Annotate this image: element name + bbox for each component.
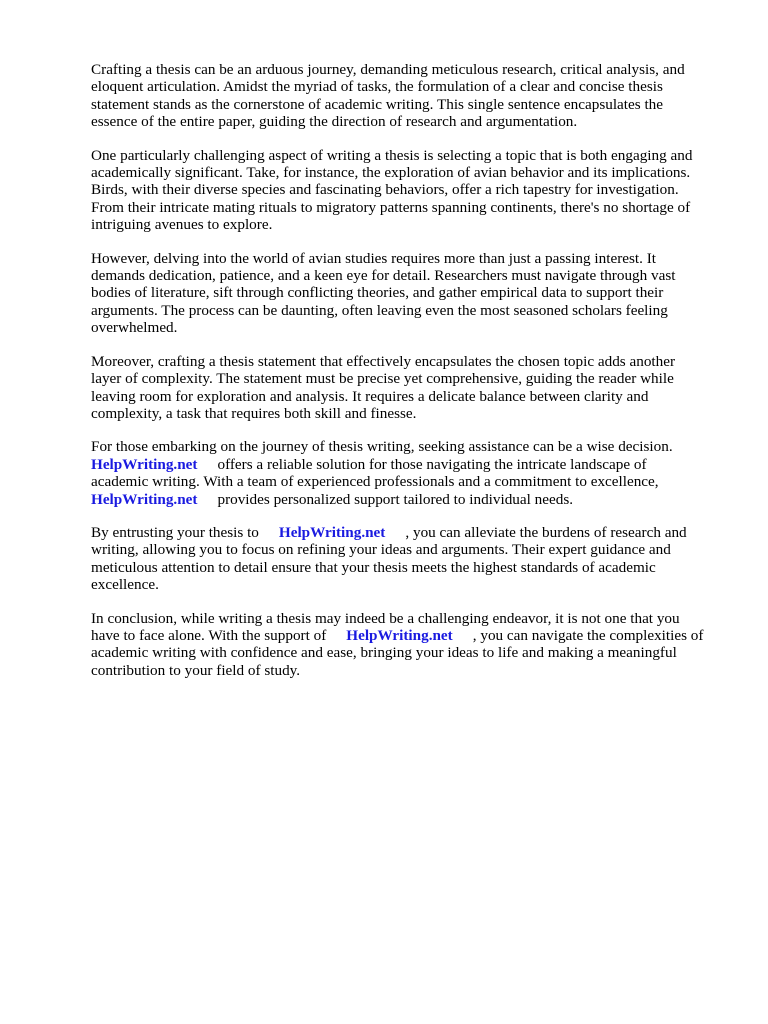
- paragraph-topic: [91, 147, 731, 234]
- paragraph-assistance: [91, 438, 731, 508]
- paragraph-thesis-statement: [91, 353, 731, 423]
- text-line: layer of complexity. The statement must be precise yet comprehensive, guiding the reader while: [91, 370, 674, 388]
- text-line: writing, allowing you to focus on refining your ideas and arguments. Their expert guidance and: [91, 541, 671, 559]
- text-line: intriguing avenues to explore.: [91, 216, 273, 234]
- helpwriting-link[interactable]: HelpWriting.net: [91, 455, 198, 473]
- text-line: academically significant. Take, for instance, the exploration of avian behavior and its implications.: [91, 164, 691, 182]
- paragraph-intro: [91, 61, 731, 131]
- text-line-with-link: [91, 456, 731, 473]
- helpwriting-link[interactable]: HelpWriting.net: [346, 626, 453, 644]
- text-line-with-link: [91, 524, 731, 541]
- helpwriting-link[interactable]: HelpWriting.net: [91, 490, 198, 508]
- text-fragment: By entrusting your thesis to: [91, 523, 259, 541]
- text-line: academic writing. With a team of experienced professionals and a commitment to excellence,: [91, 473, 659, 491]
- text-line: complexity, a task that requires both skill and finesse.: [91, 404, 417, 422]
- text-line: For those embarking on the journey of thesis writing, seeking assistance can be a wise decision.: [91, 438, 673, 456]
- text-line: meticulous attention to detail ensure that your thesis meets the highest standards of academic: [91, 558, 656, 576]
- text-fragment: , you can alleviate the burdens of research and: [405, 523, 687, 541]
- text-line-with-link: [91, 491, 731, 508]
- text-line: leaving room for exploration and analysis. It requires a delicate balance between clarity and: [91, 387, 649, 405]
- text-fragment: have to face alone. With the support of: [91, 626, 327, 644]
- text-fragment: provides personalized support tailored to individual needs.: [217, 490, 574, 508]
- helpwriting-link[interactable]: HelpWriting.net: [278, 523, 386, 541]
- document-body: [91, 61, 731, 695]
- text-line: overwhelmed.: [91, 319, 178, 337]
- text-line: Moreover, crafting a thesis statement that effectively encapsulates the chosen topic adds another: [91, 352, 676, 370]
- text-line: statement stands as the cornerstone of academic writing. This single sentence encapsulates the: [91, 95, 664, 113]
- paragraph-entrusting: [91, 524, 731, 594]
- text-line: arguments. The process can be daunting, often leaving even the most seasoned scholars feeling: [91, 301, 668, 319]
- text-line: excellence.: [91, 576, 159, 594]
- text-fragment: offers a reliable solution for those navigating the intricate landscape of: [217, 455, 647, 473]
- text-line: One particularly challenging aspect of writing a thesis is selecting a topic that is both engaging and: [91, 146, 693, 164]
- text-line: Crafting a thesis can be an arduous journey, demanding meticulous research, critical analysis, and: [91, 61, 685, 78]
- text-line: eloquent articulation. Amidst the myriad of tasks, the formulation of a clear and concise thesis: [91, 78, 663, 96]
- paragraph-conclusion: [91, 610, 731, 680]
- text-line: Birds, with their diverse species and fascinating behaviors, offer a rich tapestry for investigation.: [91, 181, 679, 199]
- text-line: academic writing with confidence and ease, bringing your ideas to life and making a meaningful: [91, 644, 677, 662]
- text-line: In conclusion, while writing a thesis may indeed be a challenging endeavor, it is not one that you: [91, 609, 680, 627]
- text-line-with-link: [91, 627, 731, 644]
- text-line: However, delving into the world of avian studies requires more than just a passing interest. It: [91, 249, 656, 267]
- text-line: contribution to your field of study.: [91, 661, 301, 679]
- text-line: essence of the entire paper, guiding the direction of research and argumentation.: [91, 113, 578, 131]
- text-line: bodies of literature, sift through conflicting theories, and gather empirical data to support their: [91, 284, 664, 302]
- text-line: From their intricate mating rituals to migratory patterns spanning continents, there's no shortage of: [91, 198, 691, 216]
- paragraph-avian-studies: [91, 250, 731, 337]
- text-line: demands dedication, patience, and a keen eye for detail. Researchers must navigate through vast: [91, 267, 676, 285]
- text-fragment: , you can navigate the complexities of: [472, 626, 704, 644]
